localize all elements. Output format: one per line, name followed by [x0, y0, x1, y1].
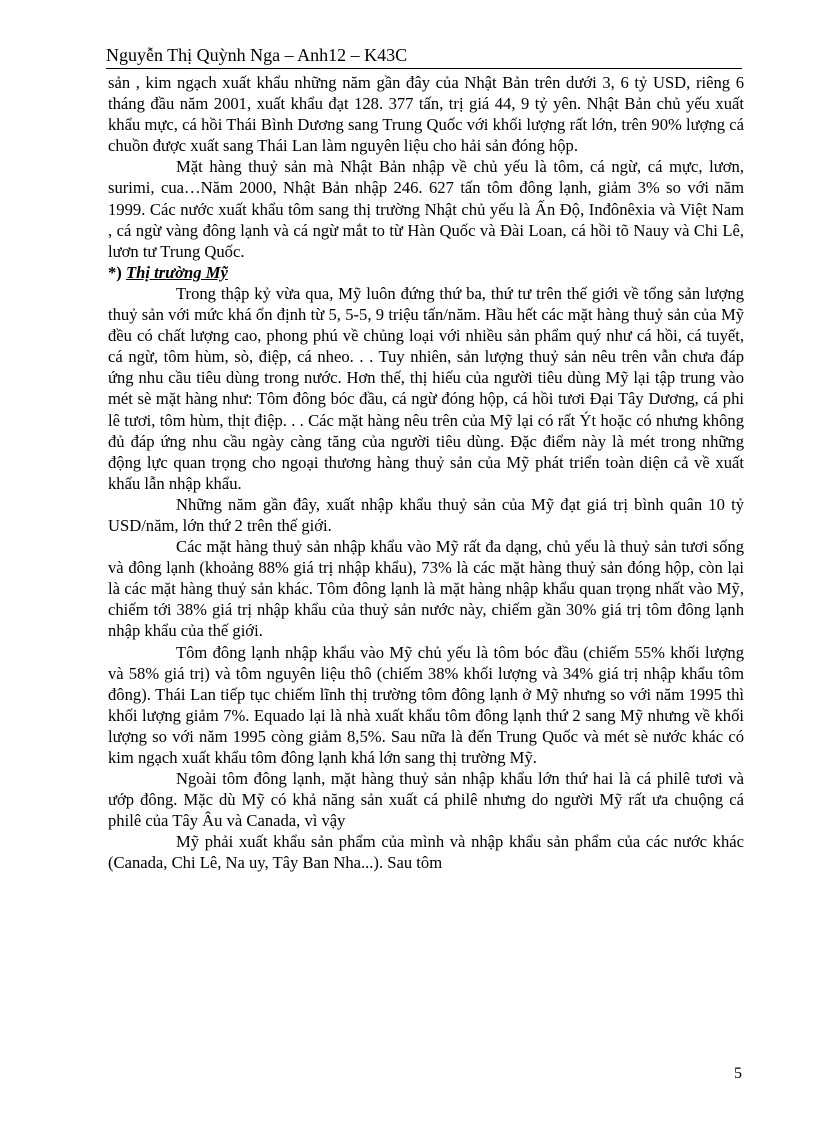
body-text	[108, 72, 744, 874]
header-rule	[106, 68, 742, 69]
section-heading-title: Thị trường Mỹ	[125, 262, 228, 282]
paragraph-us-fish-fillet: Ngoài tôm đông lạnh, mặt hàng thuỷ sản nhập khẩu lớn thứ hai là cá philê tươi và ướp đông. Mặc dù Mỹ có khả năng sản xuất cá philê nhưng do người Mỹ rất ưa chuộng cá philê của Tây Âu và Canada, vì vậy	[108, 769, 744, 831]
paragraph-us-import-goods: Các mặt hàng thuỷ sản nhập khẩu vào Mỹ rất đa dạng, chủ yếu là thuỷ sản tươi sống và đông lạnh (khoảng 88% giá trị nhập khẩu), 73% là các mặt hàng thuỷ sản đóng hộp, còn lại là các mặt hàng thuỷ sản khác. Tôm đông lạnh là mặt hàng nhập khẩu quan trọng nhất vào Mỹ, chiếm tới 38% giá trị nhập khẩu của thuỷ sản nước này, chiếm gần 30% giá trị tôm đông lạnh nhập khẩu của thế giới.	[108, 537, 744, 641]
paragraph-us-production: Trong thập kỷ vừa qua, Mỹ luôn đứng thứ ba, thứ tư trên thế giới về tổng sản lượng thuỷ sản với mức khá ổn định từ 5, 5-5, 9 triệu tấn/năm. Hầu hết các mặt hàng thuỷ sản của Mỹ đều có chất lượng cao, phong phú về chủng loại với nhiều sản phẩm quý như cá hồi, cá tuyết, cá ngừ, tôm hùm, sò, điệp, cá nheo. . . Tuy nhiên, sản lượng thuỷ sản nêu trên vẫn chưa đáp ứng nhu cầu tiêu dùng trong nước. Hơn thế, thị hiếu của người tiêu dùng Mỹ lại tập trung vào mét sè mặt hàng như: Tôm đông bóc đầu, cá ngừ đóng hộp, cá hồi tươi Đại Tây Dương, cá phi lê tươi, tôm hùm, thịt điệp. . . Các mặt hàng nêu trên của Mỹ lại có rất Ýt hoặc có nhưng không đủ đáp ứng nhu cầu ngày càng tăng của người tiêu dùng. Đặc điểm này là mét trong những động lực quan trọng cho ngoại thương hàng thuỷ sản của Mỹ phát triển toàn diện cả về xuất khẩu lẫn nhập khẩu.	[108, 283, 744, 493]
paragraph-continuation: sản , kim ngạch xuất khẩu những năm gần đây của Nhật Bản trên dưới 3, 6 tỷ USD, riêng 6 tháng đầu năm 2001, xuất khẩu đạt 128. 377 tấn, trị giá 44, 9 tỷ yên. Nhật Bản chủ yếu xuất khẩu mực, cá hồi Thái Bình Dương sang Trung Quốc với khối lượng rất lớn, trên 90% lượng cá chuồn được xuất sang Thái Lan làm nguyên liệu cho hải sản đóng hộp.	[108, 73, 744, 156]
page-header: Nguyễn Thị Quỳnh Nga – Anh12 – K43C	[106, 45, 408, 65]
paragraph-japan-imports: Mặt hàng thuỷ sản mà Nhật Bản nhập về chủ yếu là tôm, cá ngừ, cá mực, lươn, surimi, cua…Năm 2000, Nhật Bản nhập 246. 627 tấn tôm đông lạnh, giảm 3% so với năm 1999. Các nước xuất khẩu tôm sang thị trường Nhật chủ yếu là Ấn Độ, Inđônêxia và Việt Nam , cá ngừ vàng đông lạnh và cá ngừ mắt to từ Hàn Quốc và Đài Loan, cá hồi tõ Nauy và Chi Lê, lươn tư Trung Quốc.	[108, 157, 744, 261]
paragraph-us-exports: Mỹ phải xuất khẩu sản phẩm của mình và nhập khẩu sản phẩm của các nước khác (Canada, Chi Lê, Na uy, Tây Ban Nha...). Sau tôm	[108, 832, 744, 873]
section-heading-prefix: *)	[108, 262, 126, 282]
paragraph-us-trade-value: Những năm gần đây, xuất nhập khẩu thuỷ sản của Mỹ đạt giá trị bình quân 10 tỷ USD/năm, lớn thứ 2 trên thế giới.	[108, 494, 744, 535]
paragraph-us-frozen-shrimp: Tôm đông lạnh nhập khẩu vào Mỹ chủ yếu là tôm bóc đầu (chiếm 55% khối lượng và 58% giá trị) và tôm nguyên liệu thô (chiếm 38% khối lượng và 34% giá trị nhập khẩu tôm đông). Thái Lan tiếp tục chiếm lĩnh thị trường tôm đông lạnh ở Mỹ nhưng so với năm 1995 thì khối lượng giảm 7%. Equado lại là nhà xuất khẩu tôm đông lạnh thứ 2 sang Mỹ nhưng về khối lượng so với năm 1995 còng giảm 8,5%. Sau nữa là đến Trung Quốc và mét sè nước khác có kim ngạch xuất khẩu tôm đông lạnh khá lớn sang thị trường Mỹ.	[108, 642, 744, 767]
page-number: 5	[734, 1065, 742, 1082]
section-heading	[108, 262, 744, 283]
